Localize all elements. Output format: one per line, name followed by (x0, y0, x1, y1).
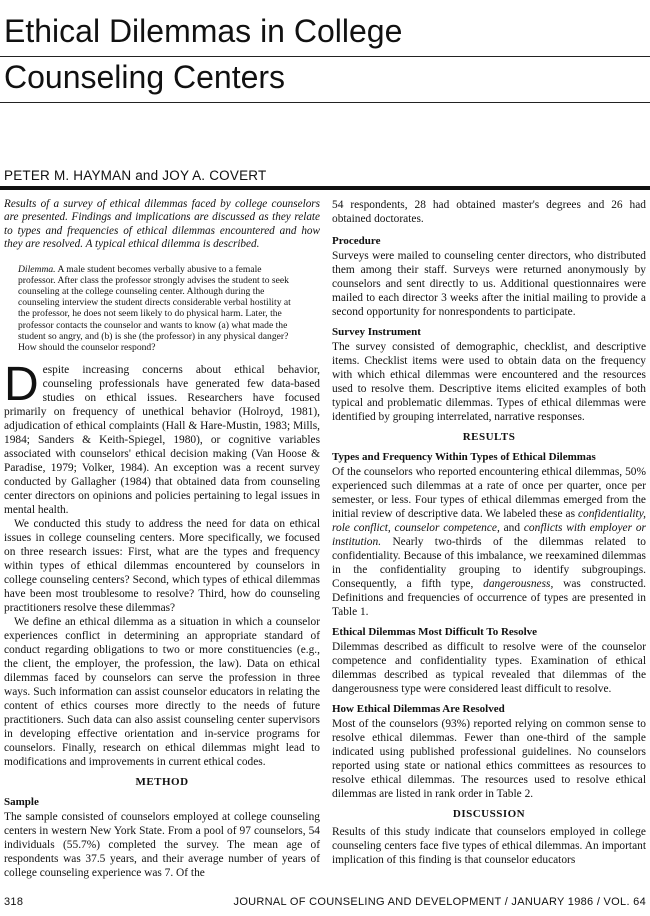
left-column (4, 198, 320, 880)
difficult-heading: Ethical Dilemmas Most Difficult To Resolve (332, 626, 538, 638)
journal-footer: JOURNAL OF COUNSELING AND DEVELOPMENT / JANUARY 1986 / VOL. 64 (233, 896, 646, 908)
difficult-text: Dilemmas described as difficult to resolve were of the counselor competence and confidentiality types. Examination of ethical dilemmas described as typical revealed that dilemmas of the dangerousness type were considered least difficult to resolve. (332, 641, 646, 695)
authors: PETER M. HAYMAN and JOY A. COVERT (4, 168, 267, 183)
title-divider-2 (0, 102, 650, 103)
types-text-d: was constructed. Definitions and frequencies of occurrence of types are presented in Table 1. (332, 578, 647, 618)
header-rule (0, 186, 650, 190)
results-heading: RESULTS (462, 431, 516, 443)
title-line-2: Counseling Centers (4, 59, 286, 95)
resolved-text: Most of the counselors (93%) reported relying on common sense to resolve ethical dilemmas. Fewer than one-third of the sample indicated using published professional guidelines. No counselors reported using state or national ethics committees as resources to resolve ethical dilemmas. The resources used to resolve ethical dilemmas are listed in rank order in Table 2. (332, 718, 646, 800)
intro-paragraph-2: We conducted this study to address the need for data on ethical issues in college counseling centers. More specifically, we focused on three research issues: First, what are the types and frequency within types of ethical dilemmas encountered by counselors in college counseling centers? Second, which types of ethical dilemmas have been most troublesome to resolve? Third, how do counseling practitioners resolve these dilemmas? (4, 518, 320, 615)
types-text-b: and (503, 522, 521, 534)
method-heading: METHOD (135, 776, 189, 789)
title-divider-1 (0, 56, 650, 57)
sample-continued: 54 respondents, 28 had obtained master's degrees and 26 had obtained doctorates. (332, 199, 646, 225)
sample-text: The sample consisted of counselors employed at college counseling centers in western New York State. From a pool of 97 counselors, 54 individuals (55.7%) completed the survey. The mean age of respondents was 37.5 years, and their average number of years of college counseling experience was 7. Of the (4, 811, 320, 880)
dilemma-box (18, 264, 300, 354)
instrument-heading: Survey Instrument (332, 326, 421, 338)
discussion-heading: DISCUSSION (452, 808, 526, 820)
intro-paragraph-1 (4, 358, 320, 517)
procedure-heading: Procedure (332, 235, 381, 247)
page-number: 318 (4, 896, 24, 908)
types-italic-c: dangerousness, (483, 578, 554, 590)
article-title (4, 8, 644, 100)
procedure-text: Surveys were mailed to counseling center directors, who distributed them among their staff. Surveys were returned anonymously by counselors and sent directly to us. Additional questionnaires were mailed to each director 3 weeks after the initial mailing to provide a second opportunity for nonrespondents to participate. (332, 250, 646, 318)
intro-p1-text: espite increasing concerns about ethical behavior, counseling professionals have generated few data-based studies on ethical issues. Researchers have focused primarily on frequency of unethical behavior (Holroyd, 1981), adjudication of ethical complaints (Hall & Hare-Mustin, 1983; Mills, 1984; Sanders & Keith-Spiegel, 1980), or cognitive variables associated with counselors' ethical decision making (Van Hoose & Paradise, 1979; Volker, 1984). An exception was a recent survey conducted by Gallagher (1984) that obtained data from counseling center directors on opinions and policies pertaining to legal issues in mental health. (4, 364, 320, 517)
types-text (332, 465, 646, 619)
types-heading: Types and Frequency Within Types of Ethical Dilemmas (332, 451, 596, 463)
abstract: Results of a survey of ethical dilemmas faced by college counselors are presented. Findings and implications are discussed as they relate to types and frequencies of ethical dilemmas encountered and how they are resolved. A typical ethical dilemma is described. (4, 198, 320, 251)
dilemma-text: A male student becomes verbally abusive to a female professor. After class the professor strongly advises the student to seek counseling at the college counseling center. Although during the counseling interview the student directs considerable verbal hostility at the professor, he does not seem likely to do physical harm. Later, the professor contacts the counselor and wants to know (a) what made the student so angry, and (b) is she (the professor) in any physical danger? How should the counselor respond? (18, 263, 291, 354)
sample-heading: Sample (4, 796, 39, 809)
discussion-text: Results of this study indicate that counselors employed in college counseling centers face five types of ethical dilemmas. An important implication of this finding is that counselor educators (332, 826, 646, 866)
types-italic-b: conflicts with employer or institution. (332, 522, 646, 548)
title-line-1: Ethical Dilemmas in College (4, 13, 403, 49)
intro-paragraph-3: We define an ethical dilemma as a situation in which a counselor experiences conflict in determining an appropriate standard of conduct regarding obligations to two or more constituencies (e.g., the client, the employer, the profession, the law). Data on ethical dilemmas faced by counselors can serve the profession in three ways. Such information can assist counselor educators in relating the content of ethics courses more directly to the needs of future practitioners. Such data can also assist counseling center supervisors in developing effective orientation and in-service programs for counselors. Finally, research on ethical dilemmas might lead to modifications and improvements in current ethical codes. (4, 616, 320, 769)
types-text-c: Nearly two-thirds of the dilemmas related to confidentiality. Because of this imbalance, we reexamined dilemmas in the confidentiality grouping to identify subgroupings. Consequently, a fifth type, (332, 536, 646, 590)
drop-cap: D (4, 358, 39, 412)
resolved-heading: How Ethical Dilemmas Are Resolved (332, 703, 505, 715)
types-text-a: Of the counselors who reported encountering ethical dilemmas, 50% experienced such dilemmas at a rate of once per quarter, once per semester, or less. Four types of ethical dilemmas emerged from the initial review of descriptive data. We labeled these as (332, 466, 646, 520)
dilemma-label: Dilemma. (18, 263, 56, 275)
instrument-text: The survey consisted of demographic, checklist, and descriptive items. Checklist items were used to obtain data on the frequency with which ethical dilemmas were encountered and the resources used to resolve them. Descriptive items elicited examples of both typical and problematic dilemmas. Types of ethical dilemmas were identified by grouping interrelated, narrative responses. (332, 341, 646, 423)
right-column (332, 198, 646, 867)
types-italic-a: confidentiality, role conflict, counselor competence, (332, 508, 646, 534)
